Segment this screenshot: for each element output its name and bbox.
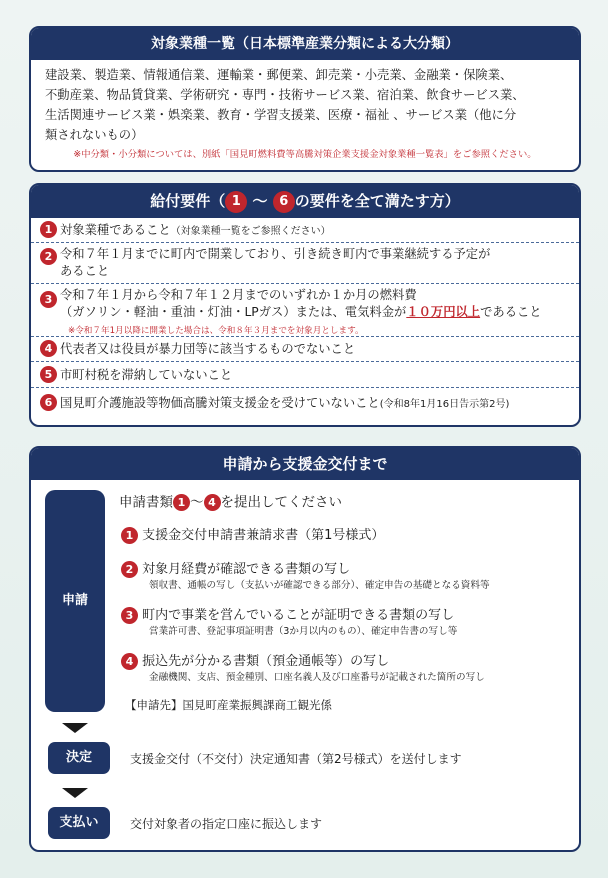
doc-title: 町内で事業を営んでいることが証明できる書類の写し [142, 608, 455, 623]
decision-text: 支援金交付（不交付）決定通知書（第2号様式）を送付します [130, 752, 462, 766]
doc-3 [121, 607, 454, 624]
industry-line: 生活関連サービス業・娯楽業、教育・学習支援業、医療・福祉 、サービス業（他に分 [45, 108, 517, 122]
requirement-line: （ガソリン・軽油・重油・灯油・LPガス）または、電気料金が [60, 305, 407, 319]
industry-note: ※中分類・小分類については、別紙「国見町燃料費等高騰対策企業支援金対象業種一覧表」をご参照ください。 [73, 149, 537, 160]
flow-title: 申請から支援金交付まで [31, 448, 579, 480]
requirement-paren: (令和8年1月16日告示第2号) [379, 399, 510, 410]
industry-title: 対象業種一覧（日本標準産業分類による大分類） [31, 28, 579, 60]
title-number-1: 1 [225, 191, 247, 213]
doc-4 [121, 653, 389, 670]
requirement-text: 代表者又は役員が暴力団等に該当するものでないこと [60, 342, 356, 356]
doc-2-sub: 領収書、通帳の写し（支払いが確認できる部分）、確定申告の基礎となる資料等 [149, 580, 490, 591]
apply-step-label: 申請 [45, 490, 105, 712]
number-badge: 5 [40, 366, 57, 383]
requirement-5 [31, 362, 579, 388]
requirement-2 [31, 243, 579, 284]
number-badge: 1 [121, 527, 138, 544]
number-badge: 4 [40, 340, 57, 357]
title-number-6: 6 [273, 191, 295, 213]
requirement-line: 令和７年１月までに町内で開業しており、引き続き町内で事業継続する予定が [60, 247, 491, 261]
number-badge: 2 [40, 248, 57, 265]
payment-step-label: 支払い [48, 807, 110, 839]
requirement-note: ※令和７年1月以降に開業した場合は、令和８年３月までを対象月とします。 [68, 326, 364, 336]
requirement-line: 令和７年１月から令和７年１２月までのいずれか１か月の燃料費 [60, 288, 417, 302]
industry-line: 建設業、製造業、情報通信業、運輸業・郵便業、卸売業・小売業、金融業・保険業、 [45, 68, 513, 82]
requirement-6 [31, 388, 579, 418]
doc-title: 振込先が分かる書類（預金通帳等）の写し [142, 654, 390, 669]
intro-tilde: ～ [190, 494, 204, 511]
industry-line: 不動産業、物品賃貸業、学術研究・専門・技術サービス業、宿泊業、飲食サービス業、 [45, 88, 525, 102]
number-badge: 3 [40, 291, 57, 308]
requirement-line: あること [60, 264, 110, 278]
requirements-card [29, 183, 581, 427]
amount-highlight: １０万円以上 [406, 305, 481, 319]
title-tilde: ～ [252, 192, 268, 210]
doc-3-sub: 営業許可書、登記事項証明書（3か月以内のもの）、確定申告書の写し等 [149, 626, 458, 637]
apply-intro [119, 494, 342, 512]
payment-text: 交付対象者の指定口座に振込します [130, 817, 323, 831]
industry-card [29, 26, 581, 172]
apply-intro-text-end: を提出してください [220, 494, 342, 511]
number-badge: 4 [121, 653, 138, 670]
doc-title: 対象月経費が確認できる書類の写し [142, 562, 351, 577]
application-destination: 【申請先】国見町産業振興課商工観光係 [125, 698, 332, 712]
requirement-4 [31, 337, 579, 362]
doc-1 [121, 527, 384, 544]
intro-number-1: 1 [173, 494, 190, 511]
flow-card [29, 446, 581, 852]
industry-list [31, 60, 579, 162]
arrow-down-icon [62, 788, 88, 798]
number-badge: 1 [40, 221, 57, 238]
doc-title: 支援金交付申請書兼請求書（第1号様式） [142, 528, 385, 543]
requirement-text: 国見町介護施設等物価高騰対策支援金を受けていないこと [60, 396, 380, 410]
requirements-title-after: の要件を全て満たす方） [294, 192, 460, 210]
doc-2 [121, 561, 350, 578]
requirements-title [31, 185, 579, 218]
requirement-text: 市町村税を滞納していないこと [60, 368, 233, 382]
requirements-title-before: 給付要件（ [150, 192, 226, 210]
doc-4-sub: 金融機関、支店、預金種別、口座名義人及び口座番号が記載された箇所の写し [149, 672, 485, 683]
requirement-paren: （対象業種一覧をご参照ください） [170, 226, 331, 237]
requirements-list [31, 218, 579, 425]
requirement-3 [31, 284, 579, 337]
intro-number-4: 4 [204, 494, 221, 511]
number-badge: 6 [40, 394, 57, 411]
decision-step-label: 決定 [48, 742, 110, 774]
requirement-text: 対象業種であること [60, 223, 171, 237]
requirement-line: であること [480, 305, 542, 319]
arrow-down-icon [62, 723, 88, 733]
number-badge: 3 [121, 607, 138, 624]
requirement-1 [31, 218, 579, 243]
industry-line: 類されないもの） [45, 128, 144, 142]
number-badge: 2 [121, 561, 138, 578]
apply-intro-text: 申請書類 [119, 494, 173, 511]
